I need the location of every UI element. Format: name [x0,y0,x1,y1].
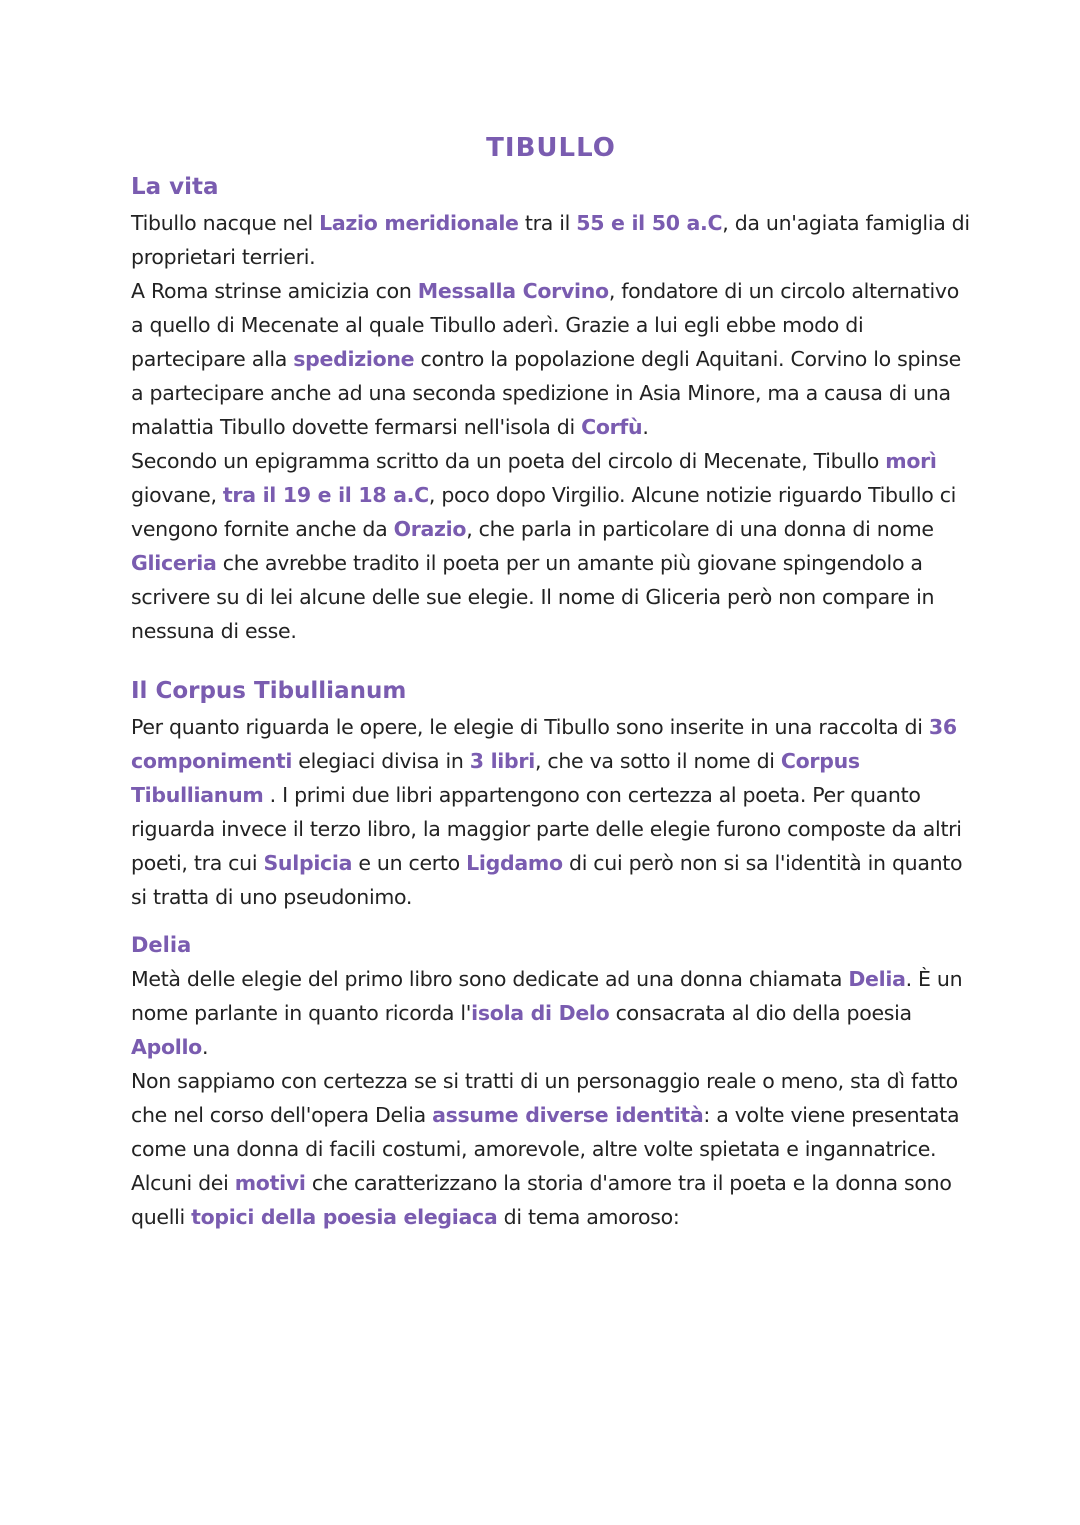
highlighted-term: spedizione [293,347,415,371]
text-run: . [201,1035,209,1059]
highlighted-term: 55 e il 50 a.C [576,211,723,235]
highlighted-term: Messalla Corvino [417,279,609,303]
section-heading: Il Corpus Tibullianum [131,678,407,704]
text-run: giovane, [131,483,223,507]
text-run: Tibullo nacque nel [131,211,320,235]
text-run: Alcuni dei [131,1171,235,1195]
highlighted-term: Gliceria [131,551,217,575]
text-run: . È un nome parlante in quanto ricorda l' [131,967,963,1025]
text-run: . [642,415,649,439]
paragraph [131,1166,971,1234]
document-title: TIBULLO [486,133,616,163]
section-spacer [131,914,971,928]
text-run: . I primi due libri appartengono con certezza al poeta. Per quanto riguarda invece il terzo libro, la maggior parte delle elegie furono composte da altri poeti, tra cui [131,783,962,875]
highlighted-term: Corpus Tibullianum [131,749,860,807]
text-run: che avrebbe tradito il poeta per un amante più giovane spingendolo a scrivere su di lei alcune delle sue elegie. Il nome di Gliceria però non compare in nessuna di esse. [131,551,935,643]
text-run: Non sappiamo con certezza se si tratti di un personaggio reale o meno, sta dì fatto che nel corso dell'opera Delia [131,1069,958,1127]
highlighted-term: 3 libri [469,749,535,773]
text-run: , da un'agiata famiglia di proprietari terrieri. [131,211,970,269]
text-run: , fondatore di un circolo alternativo a quello di Mecenate al quale Tibullo aderì. Grazie a lui egli ebbe modo di partecipare alla [131,279,959,371]
section-delia [131,928,971,1234]
highlighted-term: Delia [848,967,906,991]
text-run: elegiaci divisa in [292,749,470,773]
paragraph [131,206,971,274]
section-la-vita [131,168,971,648]
text-run: consacrata al dio della poesia [609,1001,912,1025]
paragraph [131,444,971,648]
text-run: contro la popolazione degli Aquitani. Corvino lo spinse a partecipare anche ad una seconda spedizione in Asia Minore, ma a causa di una malattia Tibullo dovette fermarsi nell'isola di [131,347,961,439]
section-corpus-tibullianum [131,672,971,914]
highlighted-term: Corfù [581,415,643,439]
paragraph [131,274,971,444]
text-run: A Roma strinse amicizia con [131,279,418,303]
highlighted-term: Apollo [131,1035,202,1059]
text-run: , che va sotto il nome di [534,749,781,773]
paragraph [131,1064,971,1166]
text-run: Secondo un epigramma scritto da un poeta del circolo di Mecenate, Tibullo [131,449,886,473]
text-run: Metà delle elegie del primo libro sono dedicate ad una donna chiamata [131,967,849,991]
paragraph [131,962,971,1064]
text-run: , poco dopo Virgilio. Alcune notizie riguardo Tibullo ci vengono fornite anche da [131,483,957,541]
paragraph [131,710,971,914]
highlighted-term: morì [885,449,937,473]
text-run: di tema amoroso: [497,1205,680,1229]
highlighted-term: motivi [234,1171,306,1195]
document-page [131,128,971,1234]
section-heading: Delia [131,933,192,957]
highlighted-term: topici della poesia elegiaca [191,1205,498,1229]
highlighted-term: Lazio meridionale [319,211,519,235]
highlighted-term: Ligdamo [466,851,563,875]
highlighted-term: 36 componimenti [131,715,957,773]
highlighted-term: isola di Delo [471,1001,610,1025]
text-run: di cui però non si sa l'identità in quanto si tratta di uno pseudonimo. [131,851,963,909]
section-spacer [131,648,971,672]
text-run: , che parla in particolare di una donna di nome [466,517,934,541]
text-run: che caratterizzano la storia d'amore tra il poeta e la donna sono quelli [131,1171,952,1229]
text-run: Per quanto riguarda le opere, le elegie di Tibullo sono inserite in una raccolta di [131,715,929,739]
text-run: : a volte viene presentata come una donna di facili costumi, amorevole, altre volte spietata e ingannatrice. [131,1103,960,1161]
text-run: tra il [518,211,577,235]
highlighted-term: assume diverse identità [432,1103,704,1127]
highlighted-term: tra il 19 e il 18 a.C [222,483,429,507]
text-run: e un certo [352,851,467,875]
section-heading: La vita [131,174,219,200]
highlighted-term: Orazio [393,517,467,541]
highlighted-term: Sulpicia [263,851,353,875]
